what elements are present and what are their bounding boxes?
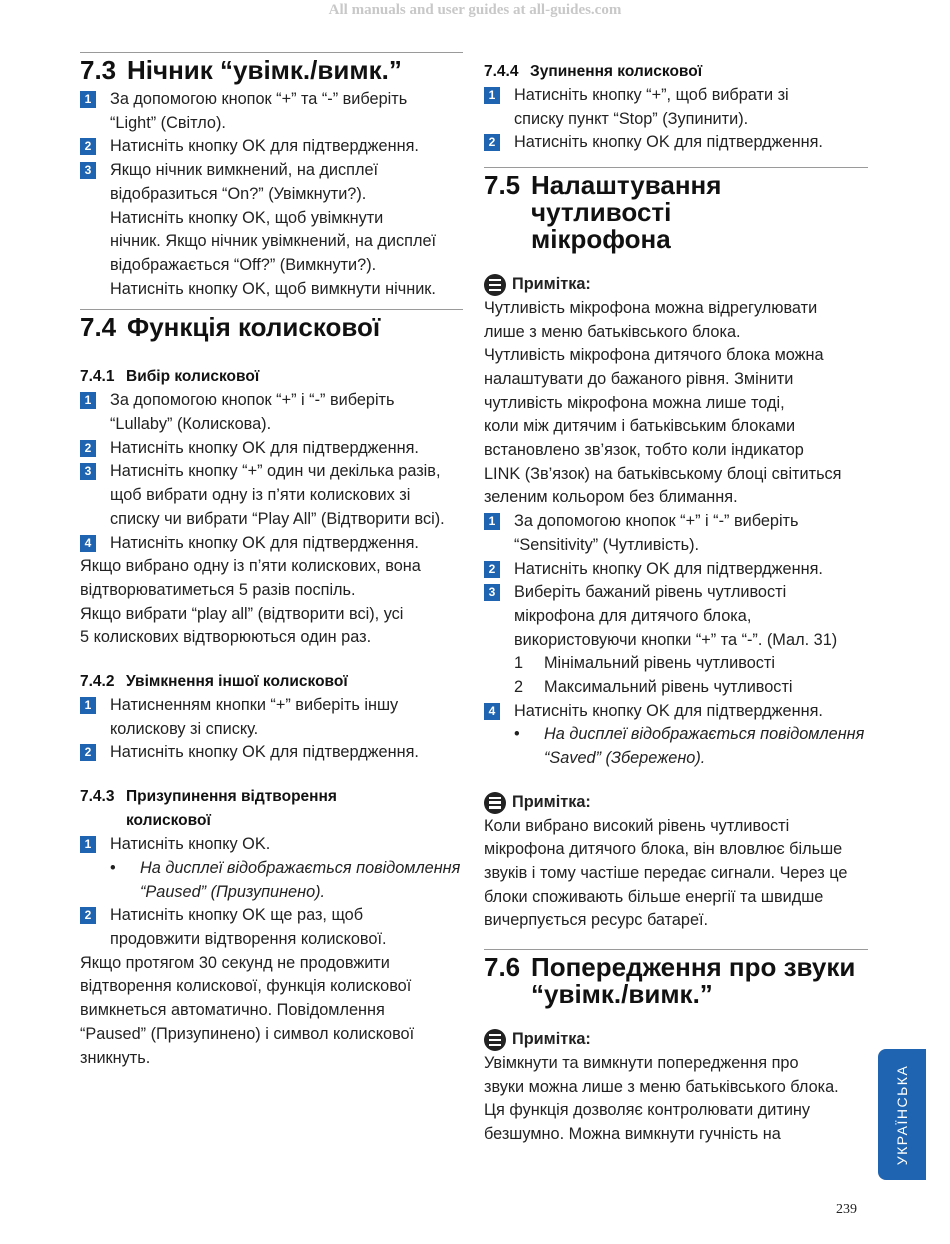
step-badge: 4 — [80, 535, 96, 552]
paragraph: Якщо протягом 30 секунд не продовжити відтворення колискової, функція колискової вимкнеться автоматично. Повідомлення “Paused” (Призупинено) і символ колискової зникнуть. — [80, 953, 415, 1067]
subsection-heading-7-4-1: 7.4.1 Вибір колискової — [80, 368, 260, 386]
step-badge: 1 — [484, 513, 500, 530]
step-badge: 2 — [80, 744, 96, 761]
sub-list-item: 1 Мінімальний рівень чутливості — [514, 654, 775, 673]
paragraph: Чутливість мікрофона дитячого блока можна налаштувати до бажаного рівня. Змінити чутливість мікрофона можна лише тоді, коли між дитячим і батьківським блоками встановлено зв’язок, тобто коли індикатор LINK (Зв’язок) на батьківському блоці світиться зеленим кольором без блимання. — [484, 346, 842, 507]
subsection-heading-7-4-4: 7.4.4 Зупинення колискової — [484, 63, 703, 80]
step-item: 1 Натисніть кнопку “+”, щоб вибрати зі списку пункт “Stop” (Зупинити). — [484, 84, 868, 131]
step-item: 1 За допомогою кнопок “+” і “-” виберіть “Sensitivity” (Чутливість). — [484, 510, 868, 557]
step-badge: 1 — [484, 87, 500, 104]
section-heading-7-5: 7.5 Налаштування чутливості мікрофона — [484, 170, 722, 255]
step-item: 3 Якщо нічник вимкнений, на дисплеї відобразиться “On?” (Увімкнути?). Натисніть кнопку OK, щоб увімкнути нічник. Якщо нічник увімкнений, на дисплеї відображається “Off?” (Вимкнути?). Натисніть кнопку OK, щоб вимкнути нічник. — [80, 159, 463, 301]
step-item: 1 За допомогою кнопок “+” та “-” виберіть “Light” (Світло). — [80, 88, 463, 135]
step-badge: 3 — [80, 162, 96, 179]
section-divider — [80, 309, 463, 310]
step-badge: 2 — [80, 440, 96, 457]
paragraph: Якщо вибрано одну із п’яти колискових, вона відтворюватиметься 5 разів поспіль. Якщо вибрати “play all” (відтворити всі), усі 5 колискових відтворюються один раз. — [80, 557, 421, 647]
step-item: 4 Натисніть кнопку OK для підтвердження. — [80, 532, 463, 556]
step-badge: 3 — [484, 584, 500, 601]
note-text: Увімкнути та вимкнути попередження про звуки можна лише з меню батьківського блока. Ця функція дозволяє контролювати дитину безшумно. Можна вимкнути гучність на — [484, 1053, 839, 1143]
note-label: Примітка: — [484, 1028, 868, 1052]
step-item: 4 Натисніть кнопку OK для підтвердження. — [484, 700, 868, 724]
step-item: 3 Виберіть бажаний рівень чутливості мікрофона для дитячого блока, використовуючи кнопки “+” та “-”. (Мал. 31) — [484, 581, 868, 652]
bullet-item: • На дисплеї відображається повідомлення “Saved” (Збережено). — [514, 725, 865, 768]
right-column — [484, 52, 868, 1147]
step-item: 2 Натисніть кнопку OK для підтвердження. — [484, 558, 868, 582]
step-item: 3 Натисніть кнопку “+” один чи декілька разів, щоб вибрати одну із п’яти колискових зі списку чи вибрати “Play All” (Відтворити всі). — [80, 460, 463, 531]
step-item: 2 Натисніть кнопку OK ще раз, щоб продовжити відтворення колискової. — [80, 904, 463, 951]
section-heading-7-4: 7.4 Функція колискової — [80, 312, 381, 343]
note-label: Примітка: — [484, 791, 868, 815]
step-badge: 2 — [484, 561, 500, 578]
step-item: 2 Натисніть кнопку OK для підтвердження. — [80, 135, 463, 159]
language-tab: УКРАЇНСЬКА — [878, 1049, 926, 1180]
section-heading-7-6: 7.6 Попередження про звуки “увімк./вимк.” — [484, 952, 856, 1010]
step-badge: 3 — [80, 463, 96, 480]
step-badge: 1 — [80, 836, 96, 853]
step-badge: 4 — [484, 703, 500, 720]
section-heading-7-3: 7.3 Нічник “увімк./вимк.” — [80, 55, 402, 85]
note-icon — [484, 1029, 506, 1051]
step-item: 2 Натисніть кнопку OK для підтвердження. — [80, 741, 463, 765]
step-item: 1 За допомогою кнопок “+” і “-” виберіть “Lullaby” (Колискова). — [80, 389, 463, 436]
step-badge: 1 — [80, 697, 96, 714]
step-badge: 2 — [80, 138, 96, 155]
step-item: 1 Натисненням кнопки “+” виберіть іншу колискову зі списку. — [80, 694, 463, 741]
sub-list-item: 2 Максимальний рівень чутливості — [514, 678, 793, 697]
note-icon — [484, 792, 506, 814]
page-number: 239 — [836, 1202, 857, 1217]
section-divider — [80, 52, 463, 53]
step-badge: 1 — [80, 392, 96, 409]
section-divider — [484, 949, 868, 950]
step-badge: 2 — [484, 134, 500, 151]
watermark: All manuals and user guides at all-guides.com — [328, 2, 622, 18]
note-text: Чутливість мікрофона можна відрегулювати лише з меню батьківського блока. — [484, 298, 818, 341]
subsection-heading-7-4-2: 7.4.2 Увімкнення іншої колискової — [80, 673, 348, 691]
step-item: 1 Натисніть кнопку OK. — [80, 833, 463, 857]
subsection-heading-7-4-3: 7.4.3 Призупинення відтворення колискової — [80, 788, 337, 830]
left-column — [80, 52, 463, 1070]
bullet-item: • На дисплеї відображається повідомлення “Paused” (Призупинено). — [110, 858, 461, 901]
step-item: 2 Натисніть кнопку OK для підтвердження. — [80, 437, 463, 461]
step-item: 2 Натисніть кнопку OK для підтвердження. — [484, 131, 868, 155]
note-label: Примітка: — [484, 273, 868, 297]
step-badge: 2 — [80, 907, 96, 924]
step-badge: 1 — [80, 91, 96, 108]
section-divider — [484, 167, 868, 168]
note-icon — [484, 274, 506, 296]
note-text: Коли вибрано високий рівень чутливості мікрофона дитячого блока, він вловлює більше звуків і тому частіше передає сигнали. Через це блоки споживають більше енергії та швидше вичерпується ресурс батареї. — [484, 816, 848, 930]
